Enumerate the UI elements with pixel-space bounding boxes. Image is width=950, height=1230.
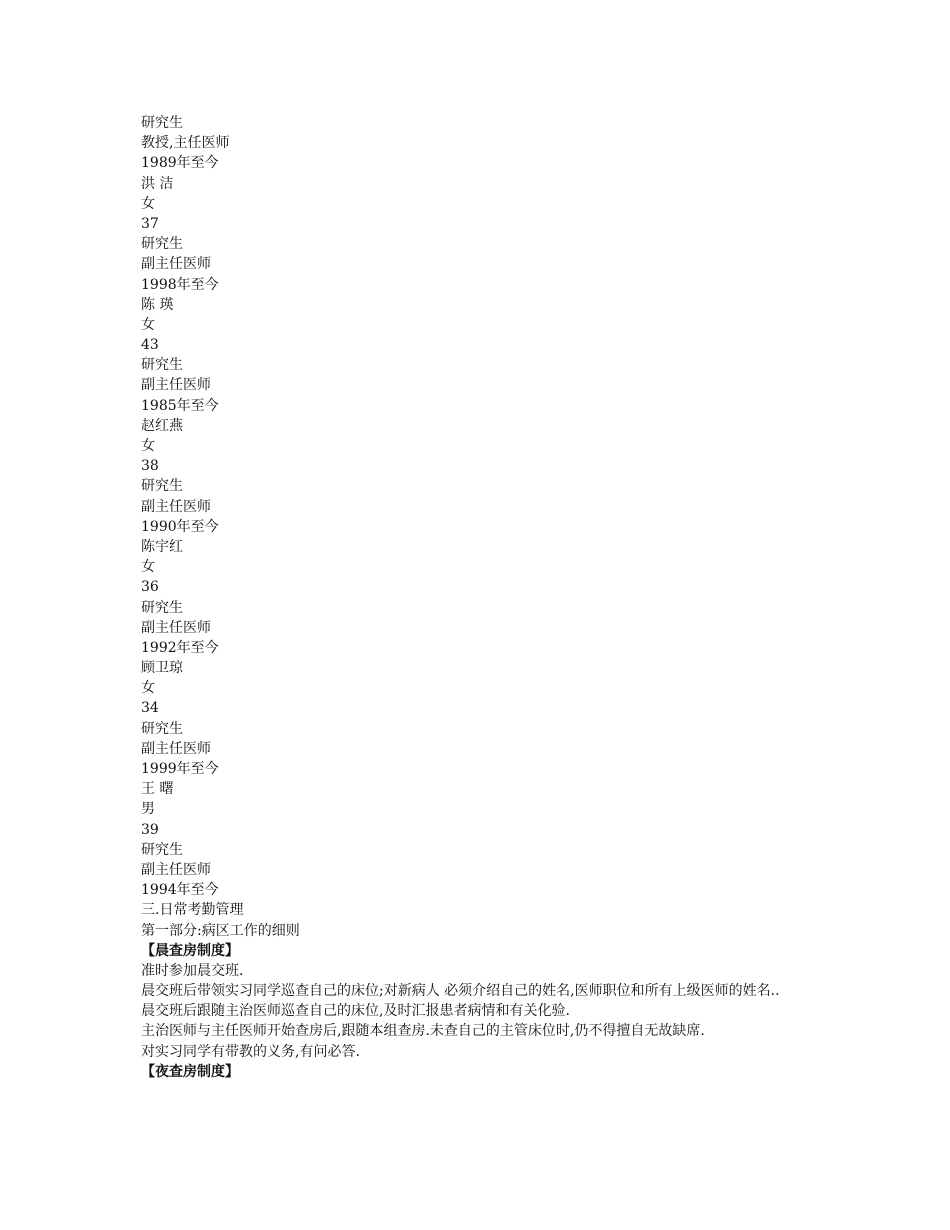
- staff-line: 女: [141, 559, 155, 576]
- staff-line: 37: [141, 215, 159, 232]
- staff-line: 副主任医师: [141, 377, 211, 394]
- morning-rounds-heading: 【晨查房制度】: [141, 942, 239, 959]
- staff-line: 36: [141, 579, 159, 596]
- staff-line: 研究生: [141, 115, 183, 131]
- night-rounds-heading: 【夜查房制度】: [141, 1063, 239, 1080]
- staff-line: 1985年至今: [141, 397, 219, 414]
- staff-line: 副主任医师: [141, 498, 211, 515]
- staff-line: 男: [141, 801, 155, 818]
- staff-line: 赵红燕: [141, 417, 183, 434]
- staff-line: 女: [141, 316, 155, 333]
- staff-line: 副主任医师: [141, 256, 211, 273]
- staff-line: 1994年至今: [141, 882, 219, 899]
- part-title: 第一部分:病区工作的细则: [141, 922, 300, 939]
- staff-line: 研究生: [141, 357, 183, 374]
- staff-line: 陈宇红: [141, 538, 183, 555]
- rule-item: 对实习同学有带教的义务,有问必答.: [141, 1043, 360, 1060]
- staff-line: 39: [141, 821, 159, 838]
- staff-line: 38: [141, 458, 159, 475]
- rule-item: 晨交班后跟随主治医师巡查自己的床位,及时汇报患者病情和有关化验.: [141, 1003, 570, 1020]
- staff-line: 34: [141, 700, 159, 717]
- staff-line: 副主任医师: [141, 740, 211, 757]
- staff-line: 副主任医师: [141, 861, 211, 878]
- staff-line: 女: [141, 438, 155, 454]
- staff-line: 1999年至今: [141, 761, 219, 777]
- staff-line: 顾卫琼: [141, 660, 183, 677]
- document-body: [141, 113, 821, 1082]
- rule-item: 主治医师与主任医师开始查房后,跟随本组查房.未查自己的主管床位时,仍不得擅自无故缺席.: [141, 1023, 705, 1040]
- staff-line: 研究生: [141, 478, 183, 495]
- staff-line: 教授,主任医师: [141, 135, 230, 152]
- staff-line: 洪 洁: [141, 175, 174, 192]
- staff-line: 研究生: [141, 236, 183, 253]
- staff-line: 1998年至今: [141, 276, 219, 293]
- staff-line: 女: [141, 195, 155, 212]
- staff-line: 陈 瑛: [141, 296, 174, 313]
- staff-line: 研究生: [141, 599, 183, 616]
- rule-item: 准时参加晨交班.: [141, 962, 244, 979]
- staff-line: 43: [141, 337, 159, 354]
- staff-roster: [141, 113, 821, 900]
- rule-item: 晨交班后带领实习同学巡查自己的床位;对新病人 必须介绍自己的姓名,医师职位和所有上级医师的姓名..: [141, 983, 780, 1000]
- staff-line: 1989年至今: [141, 155, 219, 172]
- staff-line: 王 曙: [141, 781, 174, 798]
- staff-line: 研究生: [141, 720, 183, 737]
- staff-line: 1992年至今: [141, 639, 219, 656]
- section-title: 三.日常考勤管理: [141, 902, 244, 919]
- morning-rules: [141, 961, 821, 1062]
- staff-line: 副主任医师: [141, 619, 211, 636]
- staff-line: 研究生: [141, 841, 183, 858]
- staff-line: 1990年至今: [141, 518, 219, 535]
- staff-line: 女: [141, 680, 155, 697]
